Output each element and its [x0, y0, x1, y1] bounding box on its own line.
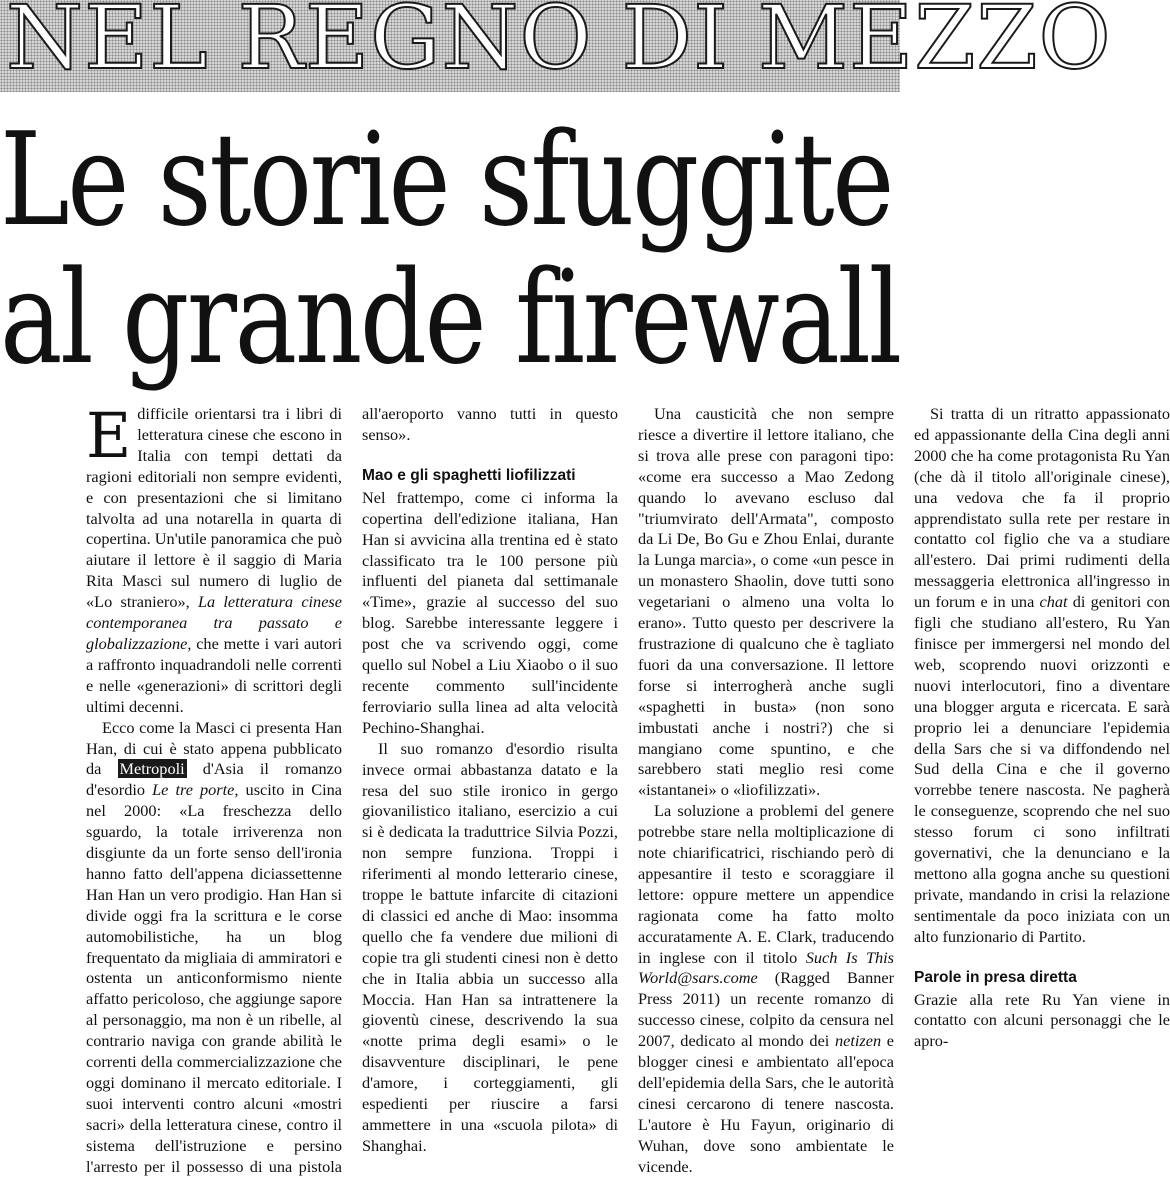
subheading-2: Parole in presa diretta — [914, 968, 1077, 986]
drop-cap: E — [86, 399, 132, 472]
paragraph-3: Nel frattempo, come ci informa la copertina dell'edizione italiana, Han Han si avvicina alla trentina ed è stato classificato tra le 100 persone più influenti del pianeta dal settimanale «Time», grazie al successo del suo blog. Sarebbe interessante leggere i post che va scrivendo oggi, come quello sul Nobel a Liu Xiaobo o il suo recente commento sull'incidente ferroviario sulla linea ad alta velocità Pechino-Shanghai. — [362, 487, 618, 737]
headline — [0, 106, 900, 393]
paragraph-7: Si tratta di un ritratto appassionato ed appassionante della Cina degli anni 2000 che ha come protagonista Ru Yan (che dà il titolo all'originale cinese), una vedova che fa il proprio apprendistato sulla rete per restare in contatto col figlio che va a studiare all'estero. Dai primi rudimenti della messaggeria elettronica all'ingresso in un forum e in una chat di genitori con figli che studiano all'estero, Ru Yan finisce per immergersi nel mondo del web, scoprendo nuovi orizzonti e nuovi interlocutori, fino a diventare una blogger arguta e ricercata. E sarà proprio lei a denunciare l'epidemia della Sars che si va diffondendo nel Sud della Cina e che il governo vorrebbe tenere nascosta. Ne pagherà le conseguenze, scoprendo che nel suo stesso forum ci sono infiltrati governativi, che la denunciano e la mettono alla gogna anche su questioni private, mandando in crisi la relazione sentimentale da poco iniziata con un alto funzionario di Partito. — [914, 404, 1170, 946]
highlighted-term: Metropoli — [119, 759, 185, 779]
section-kicker: NEL REGNO DI MEZZO — [6, 0, 1112, 89]
section-kicker-banner — [0, 0, 1112, 92]
article-body — [86, 399, 1170, 1184]
headline-line-2: al grande firewall — [0, 244, 900, 393]
subheading-1: Mao e gli spaghetti liofilizzati — [362, 466, 576, 484]
paragraph-6: La soluzione a problemi del genere potrebbe stare nella moltiplicazione di note chiarificatrici, rischiando però di appesantire il testo e scoraggiare il lettore: oppure mettere un appendice ragionata come ha fatto molto accuratamente A. E. Clark, traducendo in inglese con il titolo Such Is This World@sars.come (Ragged Banner Press 2011) un recente romanzo di successo cinese, colpito da censura nel 2007, dedicato al mondo dei netizen e blogger cinesi e ambientato all'epoca dell'epidemia della Sars, che le autorità cinesi cercarono di tenere nascosta. L'autore è Hu Fayun, originario di Wuhan, dove sono ambientate le vicende. — [638, 801, 895, 1176]
paragraph-8: Grazie alla rete Ru Yan viene in contatto con alcuni personaggi che le apro- — [914, 989, 1170, 1051]
paragraph-4: Il suo romanzo d'esordio risulta invece ormai abbastanza datato e la resa del suo stile ironico in gergo giovanilistico italiano, esercizio a cui si è dedicata la traduttrice Silvia Pozzi, non sempre funziona. Troppi i riferimenti al mondo letterario cinese, troppe le battute infarcite di citazioni di classici ed anche di Mao: insomma quello che fa vendere due milioni di copie tra gli studenti cinesi non è detto che in Italia abbia un successo alla Moccia. Han Han sa intrattenere la gioventù cinese, descrivendo la sua «notte prima degli esami» o le disavventure disciplinari, le pene d'amore, i corteggiamenti, gli espedienti per riuscire a farsi ammettere in una «scuola pilota» di Shanghai. — [362, 738, 618, 1155]
headline-line-1: Le storie sfuggite — [0, 106, 892, 255]
paragraph-1: Edifficile orientarsi tra i libri di letteratura cinese che escono in Italia con tempi dettati da ragioni editoriali non sempre evidenti, e con presentazioni che si limitano talvolta ad una notarella in quarta di copertina. Un'utile panoramica che può aiutare il lettore è il saggio di Maria Rita Masci sul numero di luglio de «Lo straniero», La letteratura cinese contemporanea tra passato e globalizzazione, che mette i vari autori a raffronto inquadrandoli nelle correnti e nelle «generazioni» di scrittori degli ultimi decenni. — [86, 399, 342, 716]
paragraph-2: Ecco come la Masci ci presenta Han Han, di cui è stato appena pubblicato da Metropoli d'Asia il romanzo d'esordio Le tre porte, uscito in Cina nel 2000: «La freschezza dello sguardo, la totale irriverenza non disgiunte da un forte senso dell'ironia hanno fatto dell'appena diciassettenne Han Han un vero prodigio. Han Han si divide oggi fra la scrittura e le corse automobilistiche, ha un blog frequentato da migliaia di ammiratori e ostenta un anticonformismo niente affatto pericoloso, che aggiunge sapore al personaggio, ma non è un ribelle, al contrario naviga con grande abilità le correnti della commercializzazione che oggi dominano il mercato editoriale. I suoi interventi contro alcuni «mostri sacri» della letteratura cinese, contro il sistema dell'istruzione e persino l'arresto per il possesso di una pistola all'aeroporto vanno tutti in questo senso». — [86, 404, 618, 1176]
paragraph-5: Una causticità che non sempre riesce a divertire il lettore italiano, che si trova alle prese con paragoni tipo: «come era successo a Mao Zedong quando lo avevano escluso dal "triumvirato dell'Armata", composto da Li De, Bo Gu e Zhou Enlai, durante la Lunga marcia», o come «un pesce in un monastero Shaolin, dove tutti sono vegetariani o almeno una volta lo erano». Tutto questo per descrivere la frustrazione di qualcuno che è tagliato fuori da una conversazione. Il lettore forse si interrogherà anche sugli «spaghetti in busta» (non sono imbustati anche i nostri?) che si mangiano come spuntino, e che sarebbero stati meglio resi come «istantanei» o «liofilizzati». — [638, 404, 894, 800]
